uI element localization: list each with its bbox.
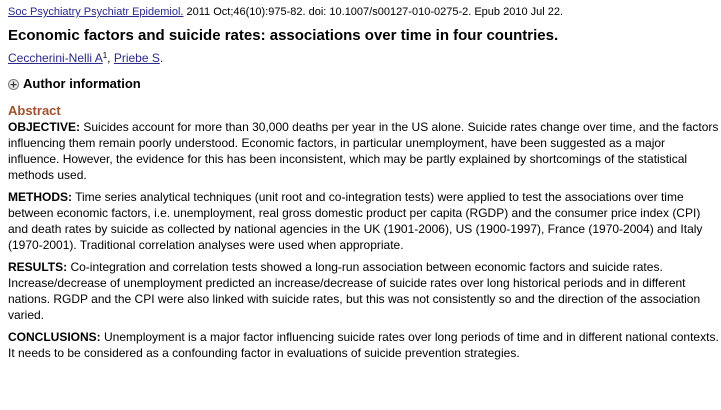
methods-label: METHODS: bbox=[8, 190, 72, 204]
journal-link[interactable]: Soc Psychiatry Psychiatr Epidemiol. bbox=[8, 6, 184, 18]
methods-text: Time series analytical techniques (unit root and co-integration tests) were applied to test the associations over time between economic factors, i.e. unemployment, real gross domestic product per capita (RGDP) and the consumer price index (CPI) and death rates by suicide as collected by national agencies in the UK (1901-2006), US (1900-1997), France (1970-2004) and Italy (1970-2001). Traditional correlation analyses were used when appropriate. bbox=[8, 190, 703, 252]
objective-label: OBJECTIVE: bbox=[8, 120, 81, 134]
author-list bbox=[8, 50, 719, 66]
abstract-objective bbox=[8, 119, 719, 183]
abstract-methods bbox=[8, 189, 719, 253]
results-text: Co-integration and correlation tests showed a long-run association between economic factors and suicide rates. Increase/decrease of unemployment predicted an increase/decrease of suicide rates over long historical periods and in different nations. RGDP and the CPI were also linked with suicide rates, but this was not consistently so and the direction of the association varied. bbox=[8, 260, 701, 322]
article-title: Economic factors and suicide rates: associations over time in four countries. bbox=[8, 27, 559, 44]
citation-line bbox=[8, 4, 719, 20]
author-separator: , bbox=[107, 51, 114, 65]
conclusions-label: CONCLUSIONS: bbox=[8, 330, 101, 344]
article-page bbox=[8, 4, 719, 367]
plus-circle-icon bbox=[8, 79, 19, 90]
author-information-label: Author information bbox=[23, 76, 141, 91]
abstract-conclusions bbox=[8, 329, 719, 361]
author-link-priebe[interactable]: Priebe S bbox=[113, 51, 160, 65]
abstract-heading: Abstract bbox=[8, 103, 61, 118]
author-link-ceccherini-nelli[interactable]: Ceccherini-Nelli A bbox=[8, 51, 103, 65]
abstract-results bbox=[8, 259, 719, 323]
objective-text: Suicides account for more than 30,000 deaths per year in the US alone. Suicide rates change over time, and the factors influencing them remain poorly understood. Economic factors, in particular unemployment, have been suggested as a major influence. However, the evidence for this has been inconsistent, which may be partly explained by shortcomings of the statistical methods used. bbox=[8, 120, 719, 182]
citation-details: 2011 Oct;46(10):975-82. doi: 10.1007/s00127-010-0275-2. Epub 2010 Jul 22. bbox=[183, 6, 564, 18]
author-information-toggle[interactable] bbox=[8, 75, 719, 93]
abstract-body bbox=[8, 119, 719, 361]
conclusions-text: Unemployment is a major factor influencing suicide rates over long periods of time and in different national contexts. It needs to be considered as a confounding factor in evaluations of suicide prevention strategies. bbox=[8, 330, 719, 360]
results-label: RESULTS: bbox=[8, 260, 68, 274]
author-affiliation-sup: 1 bbox=[102, 51, 108, 60]
author-list-end: . bbox=[159, 51, 164, 65]
